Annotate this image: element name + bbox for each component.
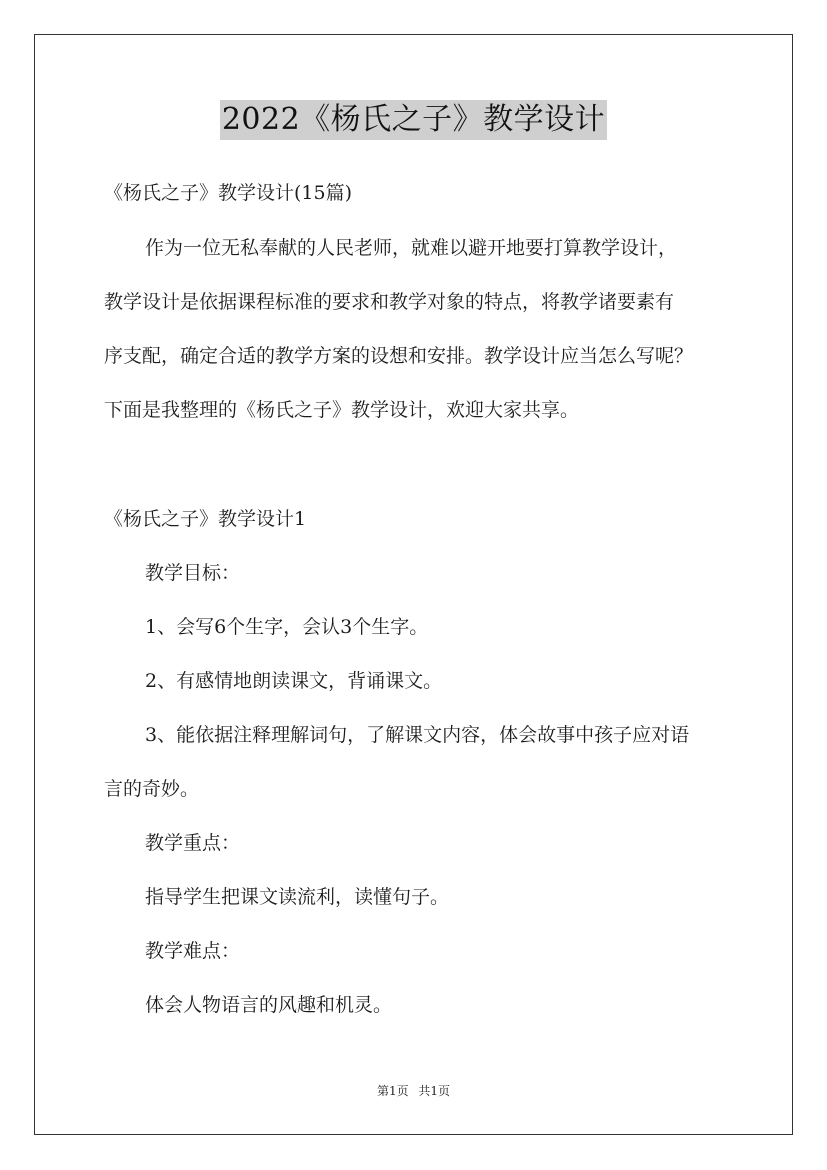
goal-item-3: 3、能依据注释理解词句，了解课文内容，体会故事中孩子应对语 (145, 724, 690, 746)
intro-line-4: 下面是我整理的《杨氏之子》教学设计，欢迎大家共享。 (104, 399, 580, 421)
goal-item-1: 1、会写6个生字，会认3个生字。 (145, 616, 429, 638)
page-number-current: 第1页 (376, 1084, 409, 1098)
goal-item-3-continued: 言的奇妙。 (104, 778, 200, 800)
page-number-total: 共1页 (418, 1084, 451, 1098)
difficulty-label: 教学难点： (145, 940, 241, 962)
key-points-text: 指导学生把课文读流利，读懂句子。 (145, 886, 450, 908)
goals-label: 教学目标： (145, 562, 241, 584)
document-title: 2022《杨氏之子》教学设计 (220, 100, 607, 140)
difficulty-text: 体会人物语言的风趣和机灵。 (145, 994, 393, 1016)
title-container (0, 100, 827, 140)
document-subtitle: 《杨氏之子》教学设计(15篇) (104, 182, 353, 204)
key-points-label: 教学重点： (145, 832, 241, 854)
intro-line-1: 作为一位无私奉献的人民老师，就难以避开地要打算教学设计， (145, 237, 678, 259)
page-footer (0, 1082, 827, 1099)
intro-line-3: 序支配，确定合适的教学方案的设想和安排。教学设计应当怎么写呢？ (104, 345, 694, 367)
intro-line-2: 教学设计是依据课程标准的要求和教学对象的特点，将教学诸要素有 (104, 291, 675, 313)
section-heading: 《杨氏之子》教学设计1 (104, 508, 307, 530)
goal-item-2: 2、有感情地朗读课文，背诵课文。 (145, 670, 443, 692)
